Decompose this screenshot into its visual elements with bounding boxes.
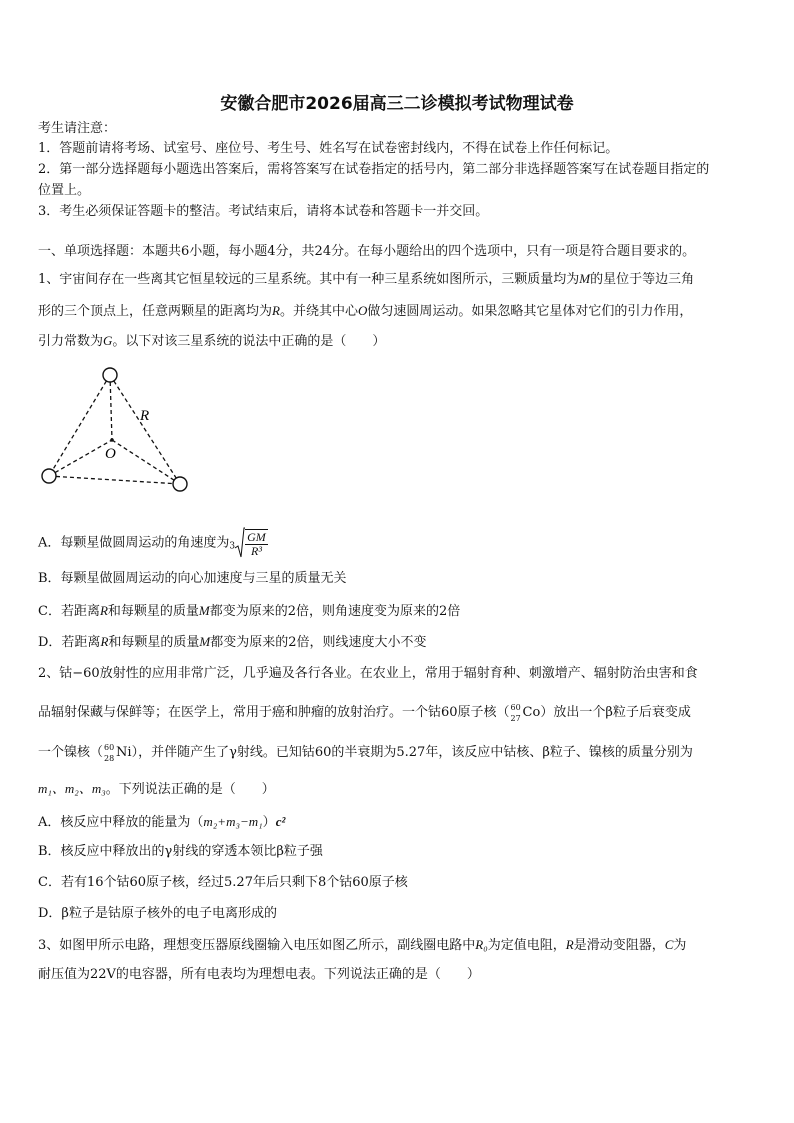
center-line-top (110, 375, 112, 440)
q1-option-c: C．若距离R和每颗星的质量M都变为原来的2倍，则角速度变为原来的2倍 (38, 603, 461, 619)
center-point (110, 438, 114, 442)
q1-option-a: A．每颗星做圆周运动的角速度为3 $\frac{GM}{\text{R³}}$ (38, 526, 268, 560)
q2-stem-line-3: 一个镍核（ 60 28 Ni），并伴随产生了γ射线。已知钴60的半衰期为5.27年，该反应中钴核、β粒子、镍核的质量分别为 (38, 743, 693, 763)
triangle-side-left (49, 375, 110, 476)
star-top (103, 368, 117, 382)
notice-heading: 考生请注意： (38, 121, 117, 136)
star-left (42, 469, 56, 483)
q1-stem-line-3: 引力常数为G。以下对该三星系统的说法中正确的是（ ） (38, 333, 386, 349)
notice-item-2-cont: 位置上。 (38, 183, 91, 198)
label-R: R (140, 408, 150, 424)
q3-stem-line-1: 3、如图甲所示电路，理想变压器原线圈输入电压如图乙所示，副线圈电路中R₀为定值电阻，R是滑动变阻器，C为 (38, 937, 687, 953)
notice-item-3: 3．考生必须保证答题卡的整洁。考试结束后，请将本试卷和答题卡一并交回。 (38, 204, 489, 219)
q2-option-d: D．β粒子是钴原子核外的电子电离形成的 (38, 906, 277, 921)
nickel-isotope: 60 28 (104, 743, 115, 763)
center-line-right (112, 440, 180, 484)
q3-stem-line-2: 耐压值为22V的电容器，所有电表均为理想电表。下列说法正确的是（ ） (38, 967, 480, 982)
q2-option-b: B．核反应中释放出的γ射线的穿透本领比β粒子强 (38, 844, 323, 859)
notice-item-1: 1．答题前请将考场、试室号、座位号、考生号、姓名写在试卷密封线内，不得在试卷上作任何标记。 (38, 141, 619, 156)
triangle-side-bottom (49, 476, 180, 484)
q2-stem-line-4: m₁、m₂、m₃。下列说法正确的是（ ） (38, 781, 275, 797)
q1-option-b: B．每颗星做圆周运动的向心加速度与三星的质量无关 (38, 571, 347, 586)
notice-item-2: 2．第一部分选择题每小题选出答案后，需将答案写在试卷指定的括号内，第二部分非选择题答案写在试卷题目指定的 (38, 162, 710, 177)
sqrt-expression: $\frac{GM}{\text{R³}}$ (235, 526, 268, 560)
label-O: O (105, 446, 116, 462)
q1-option-d: D．若距离R和每颗星的质量M都变为原来的2倍，则线速度大小不变 (38, 634, 427, 650)
q1-stem-line-2: 形的三个顶点上，任意两颗星的距离均为R。并绕其中心O做匀速圆周运动。如果忽略其它星体对它们的引力作用， (38, 303, 693, 319)
q2-option-a: A．核反应中释放的能量为（m₂+m₃−m₁）c² (38, 814, 286, 830)
q1-stem-line-1: 1、宇宙间存在一些离其它恒星较远的三星系统。其中有一种三星系统如图所示，三颗质量均为M的星位于等边三角 (38, 271, 695, 287)
three-star-diagram (36, 362, 196, 496)
center-line-left (49, 440, 112, 476)
q2-option-c: C．若有16个钴60原子核，经过5.27年后只剩下8个钴60原子核 (38, 875, 408, 890)
page-title: 安徽合肥市2026届高三二诊模拟考试物理试卷 (220, 94, 574, 114)
q2-stem-line-2: 品辐射保藏与保鲜等；在医学上，常用于癌和肿瘤的放射治疗。一个钴60原子核（ 60 27 Co）放出一个β粒子后衰变成 (38, 703, 691, 723)
star-right (173, 477, 187, 491)
section-heading: 一、单项选择题：本题共6小题，每小题4分，共24分。在每小题给出的四个选项中，只有一项是符合题目要求的。 (38, 244, 696, 259)
cobalt-isotope: 60 27 (510, 703, 521, 723)
q2-stem-line-1: 2、钴−60放射性的应用非常广泛，几乎遍及各行各业。在农业上，常用于辐射育种、刺激增产、辐射防治虫害和食 (38, 666, 698, 681)
triangle-side-right (110, 375, 180, 484)
